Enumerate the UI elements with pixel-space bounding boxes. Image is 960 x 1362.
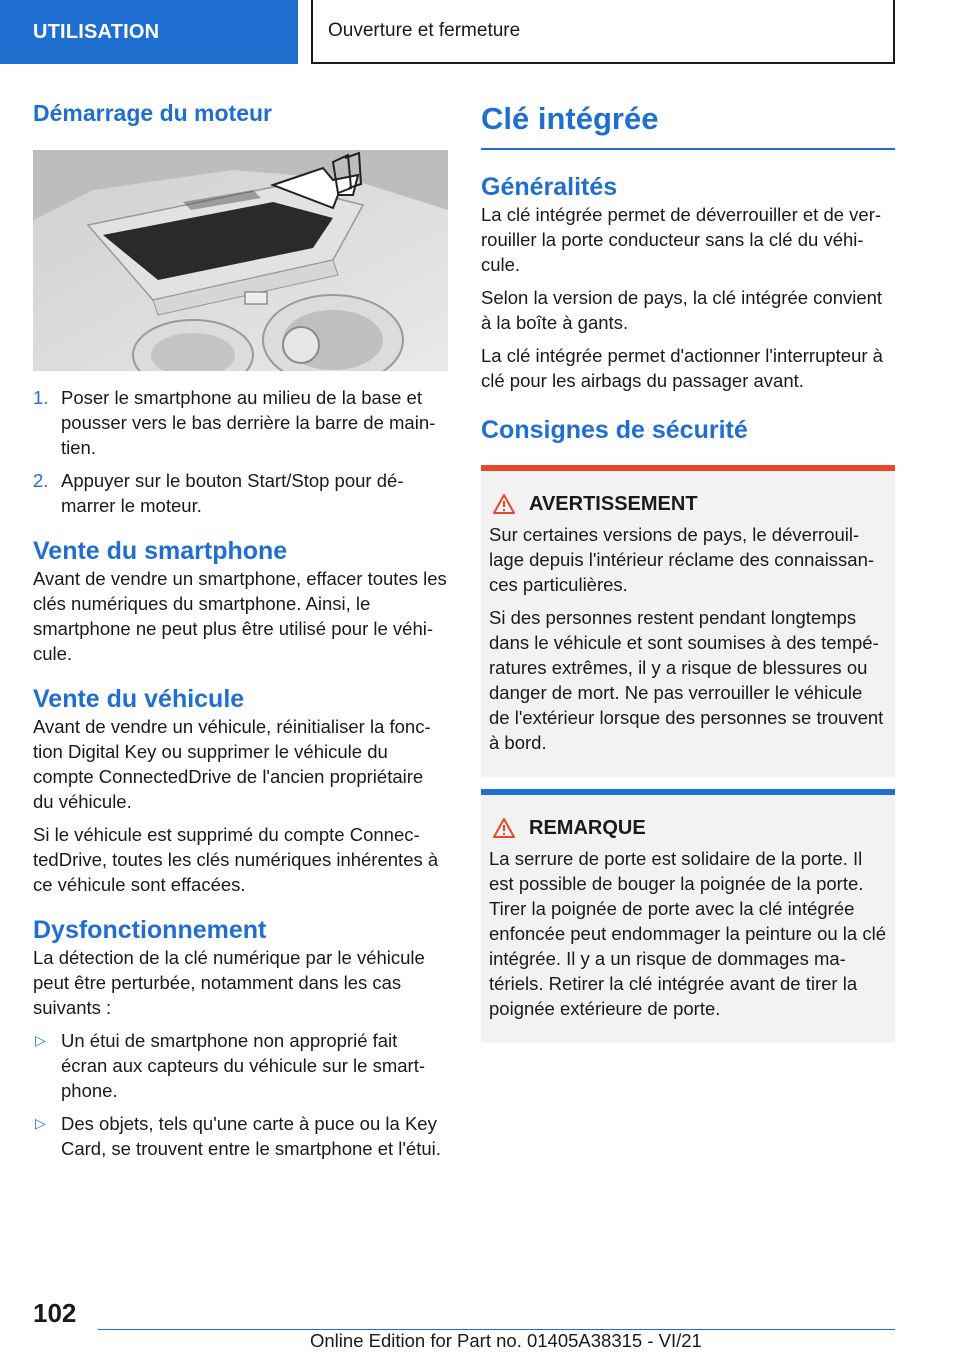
- warning-box: [481, 465, 895, 777]
- warning-text-2: Si des personnes restent pendant longtemps dans le véhicule et sont soumises à des températures extrêmes, il y a risque de blessures ou danger de mort. Ne pas verrouiller le véhicule de l'extérieur lorsque des personnes se trouvent à bord.: [489, 606, 884, 753]
- bullet-triangle-icon: ▷: [35, 1114, 46, 1131]
- step-number: 1.: [33, 386, 49, 408]
- sell-phone-heading: Vente du smartphone: [33, 536, 288, 565]
- general-text-1: La clé intégrée permet de déverrouiller et de verrouiller la porte conducteur sans la clé du véhicule.: [481, 203, 882, 275]
- list-item: [33, 1111, 448, 1161]
- general-text-3: La clé intégrée permet d'actionner l'interrupteur à clé pour les airbags du passager avant.: [481, 344, 883, 391]
- start-steps-list: [33, 385, 448, 518]
- warning-header: [489, 493, 887, 516]
- list-item: [33, 1028, 448, 1103]
- sell-vehicle-text-2: Si le véhicule est supprimé du compte ConnectedDrive, toutes les clés numériques inhérentes à ce véhicule sont effacées.: [33, 823, 439, 895]
- right-column: [481, 100, 895, 1043]
- general-heading: Généralités: [481, 172, 618, 201]
- step-text: Poser le smartphone au milieu de la base et pousser vers le bas derrière la barre de maintien.: [61, 386, 436, 458]
- page-number: 102: [33, 1298, 77, 1328]
- bullet-triangle-icon: ▷: [35, 1031, 46, 1048]
- general-text-2: Selon la version de pays, la clé intégrée convient à la boîte à gants.: [481, 286, 883, 333]
- malfunction-text: La détection de la clé numérique par le véhicule peut être perturbée, notamment dans les cas suivants :: [33, 946, 425, 1018]
- step-text: Appuyer sur le bouton Start/Stop pour démarrer le moteur.: [61, 469, 404, 516]
- section-tab[interactable]: [0, 0, 298, 64]
- chapter-tab[interactable]: [311, 0, 895, 64]
- safety-heading: Consignes de sécurité: [481, 415, 748, 444]
- start-engine-heading: Démarrage du moteur: [33, 100, 273, 126]
- section-label: UTILISATION: [33, 20, 160, 43]
- sell-vehicle-text: Avant de vendre un véhicule, réinitialiser la fonction Digital Key ou supprimer le véhicule du compte ConnectedDrive de l'ancien propriétaire du véhicule.: [33, 715, 431, 812]
- chapter-label: Ouverture et fermeture: [328, 20, 521, 41]
- sell-phone-text: Avant de vendre un smartphone, effacer toutes les clés numériques du smartphone. Ainsi, le smartphone ne peut plus être utilisé pour le véhicule.: [33, 567, 447, 664]
- note-text: La serrure de porte est solidaire de la porte. Il est possible de bouger la poignée de la porte. Tirer la poignée de porte avec la clé intégrée enfoncée peut endommager la peinture ou la clé intégrée. Il y a un risque de dommages matériels. Retirer la clé intégrée avant de tirer la poignée extérieure de porte.: [489, 847, 886, 1019]
- integrated-key-title: Clé intégrée: [481, 100, 895, 150]
- warning-text-1: Sur certaines versions de pays, le déverrouillage depuis l'intérieur réclame des connaissances particulières.: [489, 523, 875, 595]
- sell-vehicle-heading: Vente du véhicule: [33, 684, 245, 713]
- bullet-text: Des objets, tels qu'une carte à puce ou la Key Card, se trouvent entre le smartphone et l'étui.: [61, 1112, 441, 1159]
- warning-label: AVERTISSEMENT: [529, 492, 698, 515]
- note-label: REMARQUE: [529, 816, 646, 839]
- edition-text: Online Edition for Part no. 01405A38315 - VI/21: [310, 1330, 702, 1351]
- bullet-text: Un étui de smartphone non approprié fait écran aux capteurs du véhicule sur le smartphone.: [61, 1029, 426, 1101]
- left-column: [33, 100, 448, 1169]
- caution-triangle-icon: [493, 818, 515, 838]
- list-item: [33, 385, 448, 460]
- smartphone-tray-illustration: [33, 150, 448, 371]
- note-box: [481, 789, 895, 1043]
- step-number: 2.: [33, 469, 49, 491]
- list-item: [33, 468, 448, 518]
- malfunction-heading: Dysfonctionnement: [33, 915, 267, 944]
- warning-triangle-icon: [493, 494, 515, 514]
- malfunction-list: [33, 1028, 448, 1161]
- note-header: [489, 817, 887, 840]
